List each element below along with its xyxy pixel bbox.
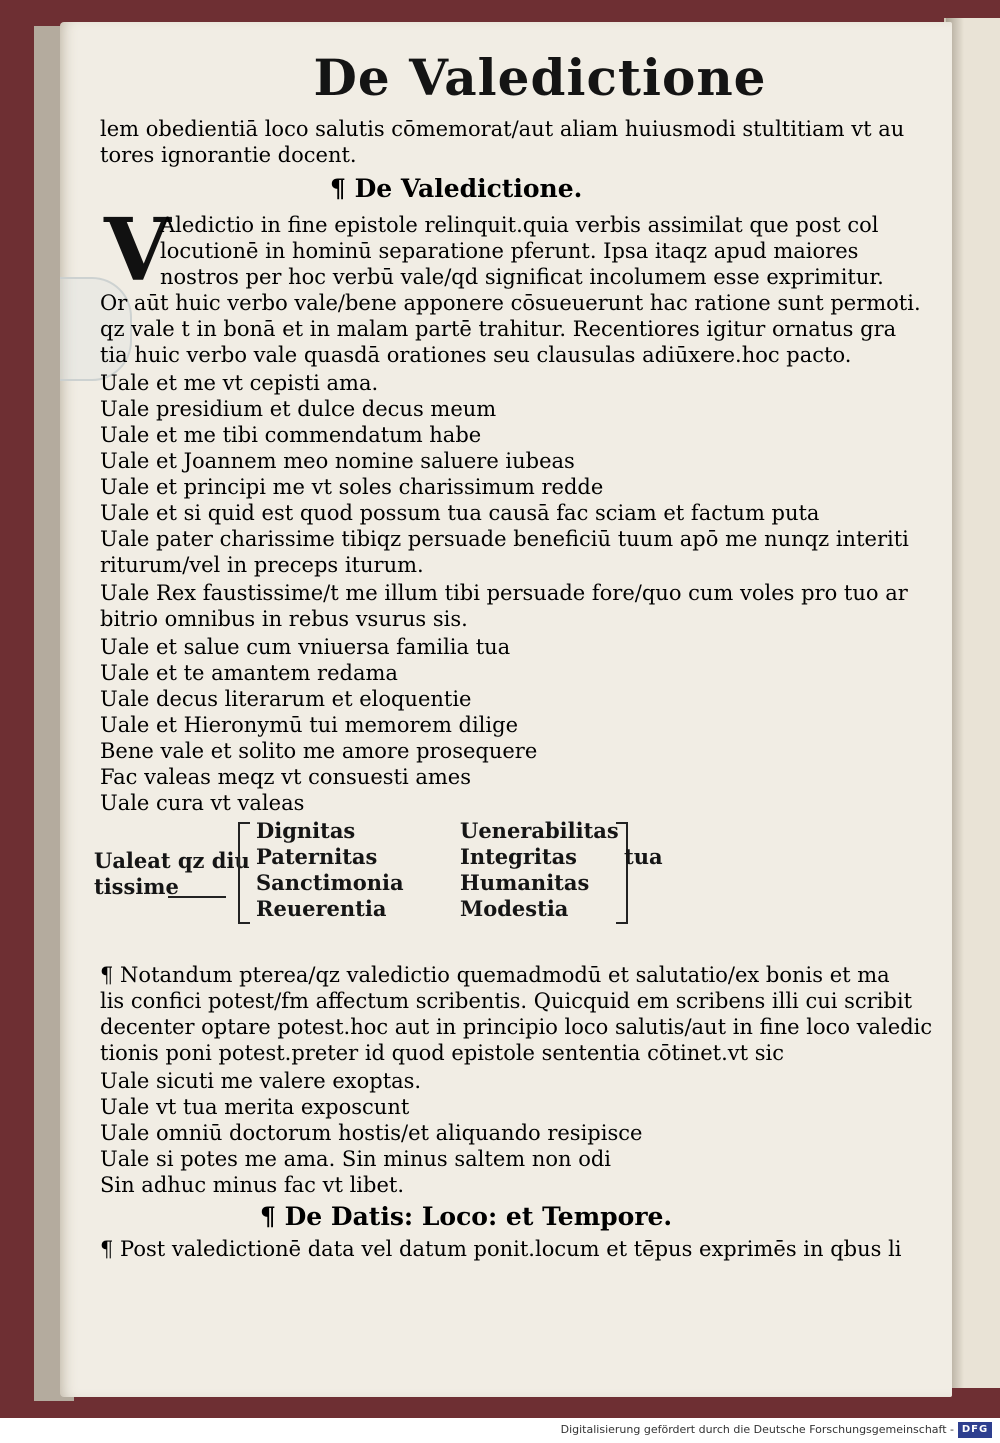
vale-example: Uale et Joannem meo nomine saluere iubeas <box>100 449 575 473</box>
text-line: locutionē in hominū separatione pferunt. Ipsa itaqz apud maiores <box>160 239 859 263</box>
vale-example: riturum/vel in preceps iturum. <box>100 553 424 577</box>
paragraph-mark-icon: ¶ <box>100 1237 121 1261</box>
section-heading-text: De Valedictione. <box>354 174 583 203</box>
vale-example: Uale Rex faustissime/t me illum tibi persuade fore/quo cum voles pro tuo ar <box>100 581 908 605</box>
table-cell: Dignitas <box>256 818 356 843</box>
drop-cap-initial: V <box>104 200 171 301</box>
note-line: tionis poni potest.preter id quod epistole sententia cōtinet.vt sic <box>100 1041 784 1065</box>
note-line: decenter optare potest.hoc aut in principio loco salutis/aut in fine loco valedic <box>100 1015 933 1039</box>
footer-bar <box>0 1418 1000 1443</box>
right-bracket <box>616 822 628 924</box>
vale-example: Uale pater charissime tibiqz persuade beneficiū tuum apō me nunqz interiti <box>100 527 909 551</box>
section-heading-valedictione <box>330 174 582 204</box>
text-line: tia huic verbo vale quasdā orationes seu clausulas adiūxere.hoc pacto. <box>100 343 852 367</box>
paragraph-mark-icon: ¶ <box>260 1202 285 1231</box>
table-left-label: Ualeat qz diu <box>94 848 250 873</box>
text-line: nostros per hoc verbū vale/qd significat incolumem esse exprimitur. <box>160 265 884 289</box>
note-line: lis confici potest/fm affectum scribentis. Quicquid em scribens illi cui scribit <box>100 989 913 1013</box>
table-cell: Sanctimonia <box>256 870 404 895</box>
vale-example: Uale et salue cum vniuersa familia tua <box>100 635 511 659</box>
text-line: Aledictio in fine epistole relinquit.quia verbis assimilat que post col <box>160 213 879 237</box>
dfg-logo: DFG <box>958 1422 992 1438</box>
vale-example: Bene vale et solito me amore prosequere <box>100 739 538 763</box>
text-line <box>100 1236 902 1262</box>
table-cell: Reuerentia <box>256 896 387 921</box>
note-line-text: Notandum pterea/qz valedictio quemadmodū et salutatio/ex bonis et ma <box>120 963 890 987</box>
vale-example: Uale et me vt cepisti ama. <box>100 371 379 395</box>
note-line <box>100 962 890 988</box>
note-example: Uale sicuti me valere exoptas. <box>100 1069 422 1093</box>
vale-example: Uale cura vt valeas <box>100 791 305 815</box>
note-example: Sin adhuc minus fac vt libet. <box>100 1173 405 1197</box>
book-page <box>60 22 952 1397</box>
table-rule <box>168 896 226 898</box>
section-heading-text: De Datis: Loco: et Tempore. <box>284 1202 673 1231</box>
vale-example: Uale et te amantem redama <box>100 661 398 685</box>
section-heading-datis <box>260 1202 672 1232</box>
table-cell: Uenerabilitas <box>460 818 619 843</box>
text-line: qz vale t in bonā et in malam partē trahitur. Recentiores igitur ornatus gra <box>100 317 897 341</box>
table-cell: Integritas <box>460 844 578 869</box>
table-right-label: tua <box>624 844 663 869</box>
table-cell: Modestia <box>460 896 569 921</box>
facing-page-edge <box>944 18 1000 1388</box>
vale-example: Uale et principi me vt soles charissimum redde <box>100 475 604 499</box>
vale-example: Uale decus literarum et eloquentie <box>100 687 472 711</box>
vale-example: Uale presidium et dulce decus meum <box>100 397 497 421</box>
vale-example: Uale et me tibi commendatum habe <box>100 423 482 447</box>
paragraph-mark-icon: ¶ <box>330 174 355 203</box>
paragraph-mark-icon: ¶ <box>100 963 121 987</box>
text-line-content: Post valedictionē data vel datum ponit.locum et tēpus exprimēs in qbus li <box>120 1237 902 1261</box>
running-head: De Valedictione <box>313 48 767 107</box>
note-example: Uale si potes me ama. Sin minus saltem non odi <box>100 1147 612 1171</box>
text-line: Or aūt huic verbo vale/bene apponere cōsueuerunt hac ratione sunt permoti. <box>100 291 921 315</box>
table-cell: Humanitas <box>460 870 590 895</box>
left-bracket <box>238 822 250 924</box>
vale-example: Fac valeas meqz vt consuesti ames <box>100 765 472 789</box>
note-example: Uale omniū doctorum hostis/et aliquando resipisce <box>100 1121 643 1145</box>
table-cell: Paternitas <box>256 844 378 869</box>
note-example: Uale vt tua merita exposcunt <box>100 1095 410 1119</box>
vale-example: Uale et si quid est quod possum tua causā fac sciam et factum puta <box>100 501 820 525</box>
vale-example: Uale et Hieronymū tui memorem dilige <box>100 713 518 737</box>
text-line: tores ignorantie docent. <box>100 143 357 167</box>
table-left-label: tissime <box>94 874 179 899</box>
vale-example: bitrio omnibus in rebus vsurus sis. <box>100 607 468 631</box>
funding-credit: Digitalisierung gefördert durch die Deutsche Forschungsgemeinschaft - <box>560 1423 954 1436</box>
text-line: lem obedientiā loco salutis cōmemorat/aut aliam huiusmodi stultitiam vt au <box>100 117 905 141</box>
